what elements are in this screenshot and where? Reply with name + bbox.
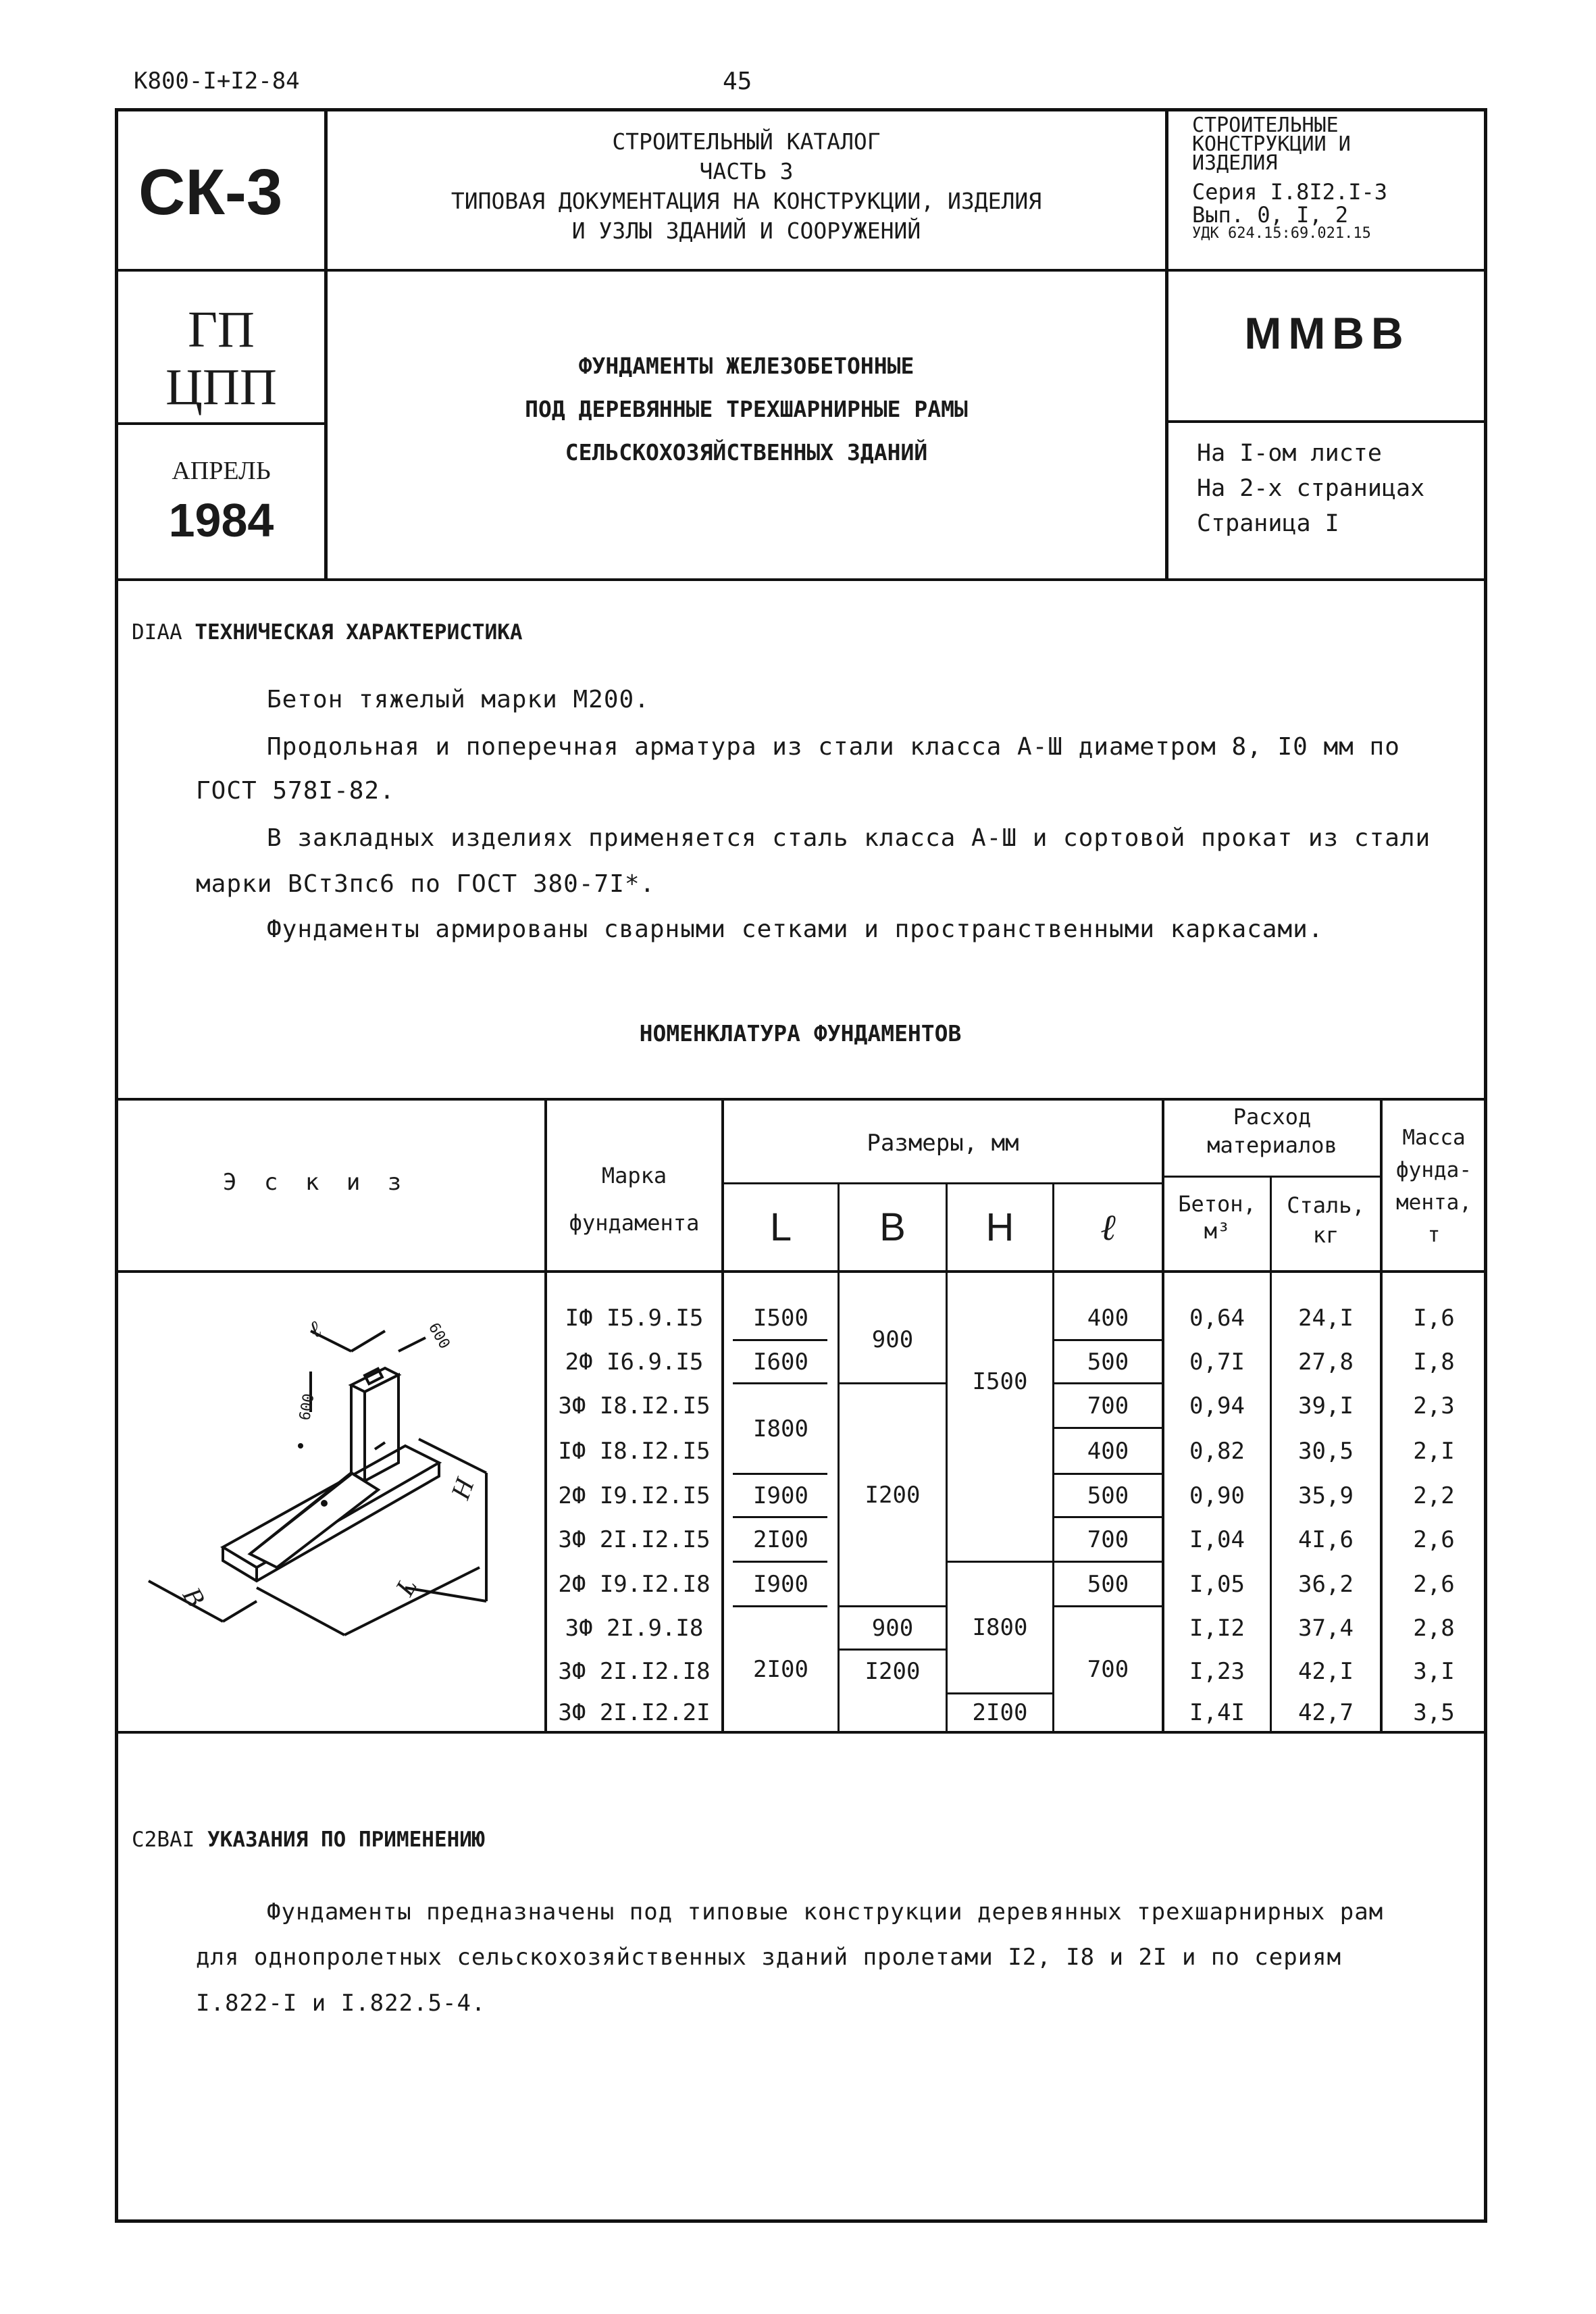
- sketch-label-600-top: 600: [425, 1320, 453, 1352]
- cell-mass: 2,6: [1413, 1526, 1455, 1553]
- header-mass-line: фунда-: [1396, 1158, 1472, 1182]
- cell-mark: 2Ф І6.9.І5: [565, 1348, 704, 1376]
- header-steel-unit: кг: [1312, 1222, 1339, 1248]
- cell-steel: 27,8: [1298, 1348, 1354, 1376]
- cell-H: І500: [972, 1368, 1028, 1395]
- title-line: СЕЛЬСКОХОЗЯЙСТВЕННЫХ ЗДАНИЙ: [565, 439, 928, 466]
- cell-concrete: І,4І: [1189, 1699, 1245, 1726]
- series-line: ИЗДЕЛИЯ: [1192, 151, 1278, 175]
- cell-L: І600: [753, 1348, 808, 1376]
- cell-B: 900: [871, 1326, 914, 1353]
- cell-mass: 2,6: [1413, 1570, 1455, 1598]
- header-mass: [1383, 1122, 1485, 1251]
- header-B: B: [879, 1205, 906, 1249]
- cell-L: І900: [753, 1570, 808, 1598]
- title-line: ФУНДАМЕНТЫ ЖЕЛЕЗОБЕТОННЫЕ: [578, 353, 915, 379]
- sheet-line: На 2-х страницах: [1197, 475, 1425, 502]
- cell-H: І800: [972, 1614, 1028, 1641]
- cell-L: І900: [753, 1482, 808, 1509]
- cell-l: 400: [1087, 1437, 1129, 1465]
- document-code: К800-І+І2-84: [134, 68, 300, 95]
- month: АПРЕЛЬ: [172, 457, 271, 485]
- cell-concrete: 0,82: [1189, 1437, 1245, 1465]
- header-mark-line: Марка: [601, 1163, 667, 1188]
- year: 1984: [168, 494, 274, 547]
- page-number: 45: [723, 68, 752, 95]
- cell-l: 700: [1087, 1392, 1129, 1419]
- sketch-label-l: ℓ: [305, 1317, 326, 1344]
- cell-concrete: 0,64: [1189, 1305, 1245, 1332]
- document-title: [338, 345, 1155, 474]
- header-mass-line: мента,: [1396, 1190, 1472, 1215]
- header-steel: [1272, 1190, 1380, 1250]
- org-cpp: ЦПП: [165, 359, 277, 416]
- cell-l: 500: [1087, 1570, 1129, 1598]
- cell-concrete: І,04: [1189, 1526, 1245, 1553]
- cell-l: 500: [1087, 1348, 1129, 1376]
- usage-line-1: Фундаменты предназначены под типовые конструкции деревянных трехшарнирных рам: [267, 1898, 1384, 1926]
- cell-concrete: 0,94: [1189, 1392, 1245, 1419]
- sketch-label-600-side: 600: [297, 1392, 318, 1422]
- catalog-title: [338, 127, 1155, 246]
- cell-concrete: 0,7І: [1189, 1348, 1245, 1376]
- section1-heading: [132, 620, 523, 645]
- header-consumption-line: Расход: [1233, 1104, 1312, 1130]
- cell-l: 400: [1087, 1305, 1129, 1332]
- header-mass-line: т: [1427, 1223, 1441, 1247]
- cell-steel: 39,І: [1298, 1392, 1354, 1419]
- cell-mass: 2,І: [1413, 1437, 1455, 1465]
- cell-steel: 35,9: [1298, 1482, 1354, 1509]
- cell-mass: 3,5: [1413, 1699, 1455, 1726]
- series-line: Вып. 0, І, 2: [1192, 202, 1349, 228]
- series-line: Серия І.8І2.І-3: [1192, 179, 1387, 205]
- header-consumption-line: материалов: [1207, 1132, 1337, 1158]
- cell-L: І500: [753, 1305, 808, 1332]
- catalog-line: СТРОИТЕЛЬНЫЙ КАТАЛОГ: [612, 128, 881, 155]
- header-mark: [547, 1152, 721, 1247]
- spec-embedded-gost: марки ВСт3пс6 по ГОСТ 380-7І*.: [196, 870, 656, 898]
- header-L: L: [769, 1205, 792, 1249]
- sketch-label-L: L: [389, 1572, 423, 1601]
- cell-mark: 3Ф І8.І2.І5: [558, 1392, 711, 1419]
- cell-l: 700: [1087, 1655, 1129, 1683]
- section2-code: С2ВАІ: [132, 1828, 195, 1852]
- spec-rebar: Продольная и поперечная арматура из стали класса А-Ш диаметром 8, І0 мм по: [267, 733, 1400, 761]
- cell-steel: 42,7: [1298, 1699, 1354, 1726]
- series-line: КОНСТРУКЦИИ И: [1192, 132, 1351, 156]
- sheet-line: Страница І: [1197, 510, 1339, 537]
- header-sketch: Э с к и з: [223, 1169, 409, 1196]
- cell-mass: 3,І: [1413, 1658, 1455, 1685]
- header-H: H: [985, 1205, 1014, 1249]
- header-concrete-unit: м³: [1204, 1218, 1231, 1244]
- cell-steel: 30,5: [1298, 1437, 1354, 1465]
- cell-steel: 42,І: [1298, 1658, 1354, 1685]
- usage-line-2: для однопролетных сельскохозяйственных зданий пролетами І2, І8 и 2І и по сериям: [196, 1944, 1342, 1971]
- sketch-label-B: B: [176, 1582, 211, 1612]
- series-line: СТРОИТЕЛЬНЫЕ: [1192, 114, 1339, 137]
- cell-mark: 2Ф І9.І2.І5: [558, 1482, 711, 1509]
- cell-mass: І,6: [1413, 1305, 1455, 1332]
- cell-mark: 3Ф 2І.І2.І8: [558, 1658, 711, 1685]
- cell-mark: ІФ І8.І2.І5: [558, 1437, 711, 1465]
- title-line: ПОД ДЕРЕВЯННЫЕ ТРЕХШАРНИРНЫЕ РАМЫ: [525, 396, 968, 422]
- catalog-line: ЧАСТЬ 3: [699, 158, 794, 184]
- cell-mass: 2,8: [1413, 1614, 1455, 1642]
- cell-L: 2І00: [753, 1526, 808, 1553]
- section1-code: DIAA: [132, 620, 182, 645]
- cell-steel: 36,2: [1298, 1570, 1354, 1598]
- sk3-label: СК-3: [138, 156, 283, 228]
- header-dimensions: Размеры, мм: [867, 1130, 1019, 1157]
- section2-title: УКАЗАНИЯ ПО ПРИМЕНЕНИЮ: [207, 1828, 485, 1852]
- sheet-info: [1197, 436, 1424, 541]
- cell-steel: 4І,6: [1298, 1526, 1354, 1553]
- cell-l: 500: [1087, 1482, 1129, 1509]
- spec-concrete: Бетон тяжелый марки М200.: [267, 686, 650, 713]
- sheet-line: На І-ом листе: [1197, 440, 1382, 467]
- cell-B: І200: [865, 1481, 921, 1509]
- usage-line-3: І.822-І и І.822.5-4.: [196, 1990, 486, 2017]
- sketch-label-H: H: [444, 1474, 480, 1503]
- cell-B: 900: [871, 1614, 914, 1642]
- header-mass-line: Масса: [1402, 1126, 1466, 1150]
- cell-l: 700: [1087, 1526, 1129, 1553]
- cell-mark: 3Ф 2І.І2.І5: [558, 1526, 711, 1553]
- cell-mass: 2,3: [1413, 1392, 1455, 1419]
- cell-L: 2І00: [753, 1655, 808, 1683]
- section1-title: ТЕХНИЧЕСКАЯ ХАРАКТЕРИСТИКА: [195, 620, 523, 645]
- header-concrete: [1164, 1190, 1270, 1244]
- cell-H: 2І00: [972, 1699, 1028, 1726]
- cell-concrete: І,І2: [1189, 1614, 1245, 1642]
- catalog-line: ТИПОВАЯ ДОКУМЕНТАЦИЯ НА КОНСТРУКЦИИ, ИЗДЕЛИЯ: [451, 188, 1042, 214]
- header-consumption: [1164, 1103, 1380, 1159]
- udk-line: УДК 624.15:69.021.15: [1192, 225, 1371, 242]
- cell-concrete: І,05: [1189, 1570, 1245, 1598]
- header-mark-line: фундамента: [569, 1210, 700, 1236]
- cell-mass: І,8: [1413, 1348, 1455, 1376]
- mmvv-code: ММВВ: [1244, 308, 1410, 358]
- header-l: ℓ: [1100, 1207, 1116, 1248]
- cell-steel: 37,4: [1298, 1614, 1354, 1642]
- cell-L: І800: [753, 1415, 808, 1442]
- cell-mark: 2Ф І9.І2.І8: [558, 1570, 711, 1598]
- spec-reinforcement: Фундаменты армированы сварными сетками и пространственными каркасами.: [267, 915, 1324, 943]
- org-gp: ГП: [188, 301, 255, 358]
- cell-mark: 3Ф 2І.9.І8: [565, 1614, 704, 1642]
- cell-mark: 3Ф 2І.І2.2І: [558, 1699, 711, 1726]
- cell-concrete: 0,90: [1189, 1482, 1245, 1509]
- cell-concrete: І,23: [1189, 1658, 1245, 1685]
- table-title: НОМЕНКЛАТУРА ФУНДАМЕНТОВ: [639, 1020, 962, 1047]
- cell-B: І200: [865, 1658, 921, 1685]
- section2-heading: [132, 1828, 485, 1852]
- cell-mass: 2,2: [1413, 1482, 1455, 1509]
- catalog-line: И УЗЛЫ ЗДАНИЙ И СООРУЖЕНИЙ: [571, 218, 921, 244]
- spec-rebar-gost: ГОСТ 578І-82.: [196, 777, 395, 805]
- header-steel-line: Сталь,: [1287, 1192, 1365, 1218]
- header-concrete-line: Бетон,: [1178, 1191, 1256, 1217]
- cell-steel: 24,І: [1298, 1305, 1354, 1332]
- series-info: [1192, 116, 1476, 242]
- spec-embedded: В закладных изделиях применяется сталь класса А-Ш и сортовой прокат из стали: [267, 824, 1431, 852]
- cell-mark: ІФ І5.9.І5: [565, 1305, 704, 1332]
